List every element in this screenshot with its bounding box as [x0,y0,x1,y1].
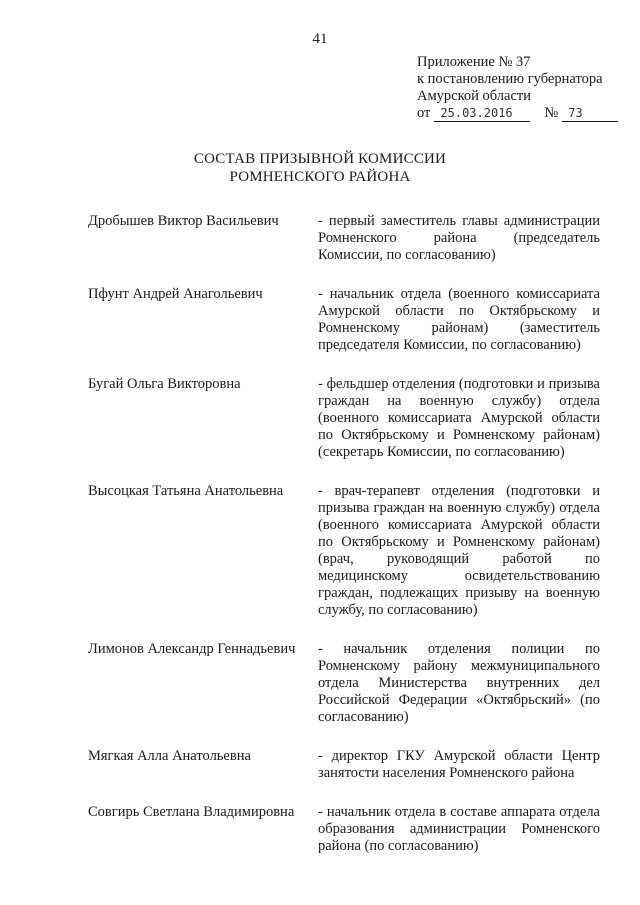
date-prefix: от [417,105,431,121]
appendix-resolution: к постановлению губернатора [417,71,603,87]
member-role: - фельдшер отделения (подготовки и призыва граждан на военную службу) отдела (военного комиссариата Амурской области по Октябрьскому и Ромненскому районам) (секретарь Комиссии, по согласованию) [318,376,600,460]
member-role: - первый заместитель главы администрации Ромненского района (председатель Комиссии, по согласованию) [318,213,600,263]
member-entry [88,376,600,461]
appendix-registration [417,105,618,122]
member-role: - начальник отдела в составе аппарата отдела образования администрации Ромненского района (по согласованию) [318,804,600,854]
member-role: - начальник отделения полиции по Ромненскому району межмуниципального отдела Министерства внутренних дел Российской Федерации «Октябрьский» (по согласованию) [318,641,600,725]
appendix-header [417,54,618,122]
member-entry [88,641,600,726]
member-name: Мягкая Алла Анатольевна [88,748,251,764]
document-title [0,150,640,186]
member-name: Совгирь Светлана Владимировна [88,804,295,820]
title-line-1: СОСТАВ ПРИЗЫВНОЙ КОМИССИИ [193,151,447,167]
members-list [88,213,600,855]
member-name: Бугай Ольга Викторовна [88,376,241,392]
member-name: Дробышев Виктор Васильевич [88,213,279,229]
member-entry [88,483,600,619]
member-role: - директор ГКУ Амурской области Центр занятости населения Ромненского района [318,748,600,781]
member-name: Лимонов Александр Геннадьевич [88,641,296,657]
appendix-title: Приложение № 37 [417,54,531,70]
member-role: - врач-терапевт отделения (подготовки и призыва граждан на военную службу) отдела (военного комиссариата Амурской области по Октябрьскому и Ромненскому районам) (врач, руководящий работой по медицинскому освидетельствованию граждан, подлежащих призыву на военную службу, по согласованию) [318,483,600,618]
member-entry [88,748,600,782]
handwritten-date: 25.03.2016 [434,106,530,122]
appendix-region: Амурской области [417,88,531,104]
page-number: 41 [312,31,328,47]
title-line-2: РОМНЕНСКОГО РАЙОНА [229,169,411,185]
handwritten-number: 73 [562,106,618,122]
member-role: - начальник отдела (военного комиссариата Амурской области по Октябрьскому и Ромненскому районам) (заместитель председателя Комиссии, по согласованию) [318,286,600,353]
member-entry [88,804,600,855]
member-name: Высоцкая Татьяна Анатольевна [88,483,284,499]
number-sign: № [544,105,559,121]
member-entry [88,213,600,264]
member-entry [88,286,600,354]
member-name: Пфунт Андрей Анагольевич [88,286,263,302]
